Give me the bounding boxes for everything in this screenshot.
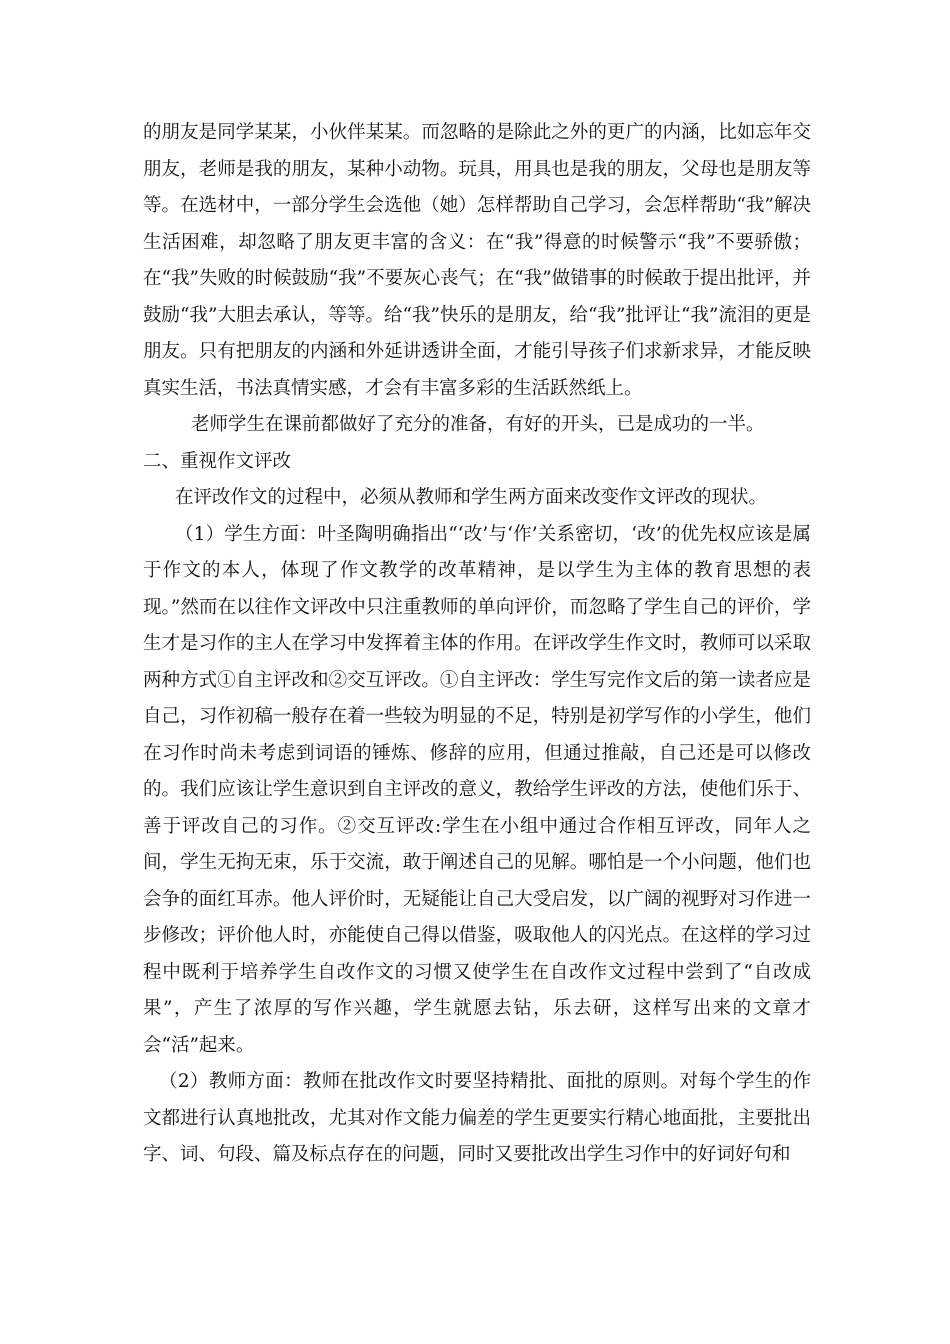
section-heading-composition-review: 二、重视作文评改: [143, 450, 292, 472]
paragraph-student-aspect: （1）学生方面：叶圣陶明确指出“‘改’与‘作’关系密切，‘改’的优先权应该是属于作文的本人，体现了作文教学的改革精神，是以学生为主体的教育思想的表现。”然而在以往作文评改中只注重教师的单向评价，而忽略了学生自己的评价，学生才是习作的主人在学习中发挥着主体的作用。在评改学生作文时，教师可以采取两种方式①自主评改和②交互评改。①自主评改：学生写完作文后的第一读者应是自己，习作初稿一般存在着一些较为明显的不足，特别是初学写作的小学生，他们在习作时尚未考虑到词语的锤炼、修辞的应用，但通过推敲，自己还是可以修改的。我们应该让学生意识到自主评改的意义，教给学生评改的方法，使他们乐于、善于评改自己的习作。②交互评改:学生在小组中通过合作相互评改，同年人之间，学生无拘无束，乐于交流，敢于阐述自己的见解。哪怕是一个小问题，他们也会争的面红耳赤。他人评价时，无疑能让自己大受启发，以广阔的视野对习作进一步修改；评价他人时，亦能使自己得以借鉴，吸取他人的闪光点。在这样的学习过程中既利于培养学生自改作文的习惯又使学生在自改作文过程中尝到了“自改成果”，产生了浓厚的写作兴趣，学生就愿去钻，乐去研，这样写出来的文章才会“活”起来。: [143, 523, 811, 1056]
paragraph-preparation-summary: 老师学生在课前都做好了充分的准备，有好的开头，已是成功的一半。: [191, 414, 765, 435]
paragraph-teacher-aspect: （2）教师方面：教师在批改作文时要坚持精批、面批的原则。对每个学生的作文都进行认真地批改，尤其对作文能力偏差的学生更要实行精心地面批，主要批出字、词、句段、篇及标点存在的问题，同时又要批改出学生习作中的好词好句和: [143, 1071, 811, 1165]
paragraph-friend-content: 的朋友是同学某某，小伙伴某某。而忽略的是除此之外的更广的内涵，比如忘年交朋友，老师是我的朋友，某种小动物。玩具，用具也是我的朋友，父母也是朋友等等。在选材中，一部分学生会选他（她）怎样帮助自己学习，会怎样帮助“我”解决生活困难，却忽略了朋友更丰富的含义：在“我”得意的时候警示“我”不要骄傲；在“我”失败的时候鼓励“我”不要灰心丧气；在“我”做错事的时候敢于提出批评，并鼓励“我”大胆去承认，等等。给“我”快乐的是朋友，给“我”批评让“我”流泪的更是朋友。只有把朋友的内涵和外延讲透讲全面，才能引导孩子们求新求异，才能反映真实生活，书法真情实感，才会有丰富多彩的生活跃然纸上。: [143, 122, 811, 399]
paragraph-review-intro: 在评改作文的过程中，必须从教师和学生两方面来改变作文评改的现状。: [175, 487, 768, 508]
document-body: [143, 115, 811, 1174]
